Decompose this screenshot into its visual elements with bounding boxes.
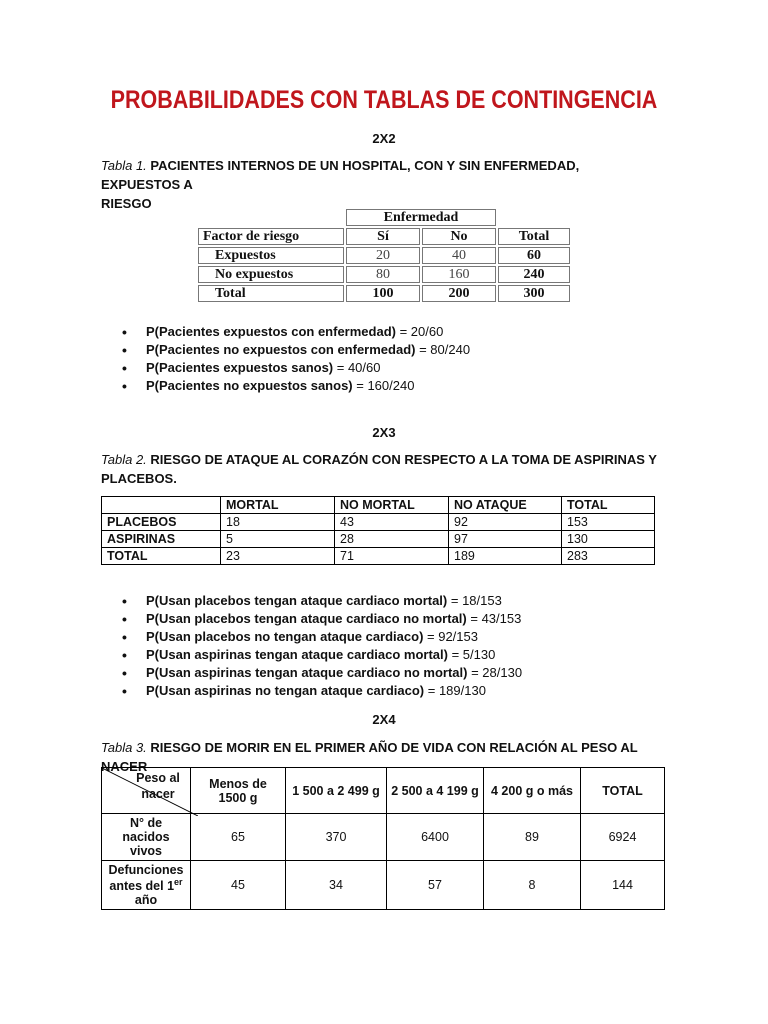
- table3-row2-label-a: Defunciones antes del 1: [108, 863, 184, 894]
- table2-caption-line2: PLACEBOS.: [101, 471, 177, 486]
- table3-cell: 370: [286, 814, 387, 861]
- bullet-text: P(Usan placebos tengan ataque cardiaco no mortal): [146, 611, 467, 626]
- section-heading-2x2: 2X2: [372, 131, 396, 146]
- table2-cell: 18: [221, 514, 335, 531]
- table3-corner-label: Peso al nacer: [136, 771, 180, 801]
- table2-caption: [101, 450, 661, 488]
- table1-caption-line1: PACIENTES INTERNOS DE UN HOSPITAL, CON Y SIN ENFERMEDAD, EXPUESTOS A: [101, 158, 580, 192]
- list-item: [122, 377, 470, 395]
- table2-cell: 283: [562, 548, 655, 565]
- bullet-text: P(Pacientes expuestos sanos): [146, 360, 334, 375]
- table1-cell: 40: [422, 247, 496, 264]
- table3-caption-text: RIESGO DE MORIR EN EL PRIMER AÑO DE VIDA CON RELACIÓN AL PESO AL NACER: [101, 740, 638, 774]
- table3-header: TOTAL: [581, 768, 665, 814]
- table2: [101, 496, 655, 565]
- table2-cell: 189: [449, 548, 562, 565]
- table2-cell: 5: [221, 531, 335, 548]
- bullet-value: = 20/60: [395, 324, 444, 339]
- table3-label: Tabla 3.: [101, 740, 147, 755]
- table3-row-label: [102, 861, 191, 910]
- list-item: [122, 323, 470, 341]
- bullet-text: P(Usan aspirinas no tengan ataque cardiaco): [146, 683, 425, 698]
- list-item: [122, 610, 522, 628]
- table3-cell: 144: [581, 861, 665, 910]
- bullets1: [122, 323, 470, 395]
- bullet-value: = 80/240: [415, 342, 471, 357]
- table1-caption-line2: RIESGO: [101, 196, 152, 211]
- bullet-text: P(Pacientes no expuestos sanos): [146, 378, 353, 393]
- table1-row-label: Total: [198, 285, 344, 302]
- table2-label: Tabla 2.: [101, 452, 147, 467]
- table1-group-header: Enfermedad: [346, 209, 496, 226]
- list-item: [122, 664, 522, 682]
- table2-cell: 71: [335, 548, 449, 565]
- table2-row-label: ASPIRINAS: [102, 531, 221, 548]
- table1-header: Factor de riesgo: [198, 228, 344, 245]
- list-item: [122, 341, 470, 359]
- table1-cell: 160: [422, 266, 496, 283]
- table1-blank: [498, 209, 570, 226]
- table3-row2-label-b: año: [134, 893, 158, 908]
- section-heading-2x4: 2X4: [372, 712, 396, 727]
- table2-cell: 130: [562, 531, 655, 548]
- bullet-value: = 189/130: [424, 683, 486, 698]
- list-item: [122, 628, 522, 646]
- table1-cell: 300: [498, 285, 570, 302]
- table1-header: No: [422, 228, 496, 245]
- table3: [101, 767, 665, 910]
- table2-cell: 97: [449, 531, 562, 548]
- table1-cell: 100: [346, 285, 420, 302]
- table1-cell: 200: [422, 285, 496, 302]
- table1-row-label: Expuestos: [198, 247, 344, 264]
- bullet-value: = 18/153: [447, 593, 502, 608]
- bullet-value: = 28/130: [467, 665, 523, 680]
- table3-cell: 65: [191, 814, 286, 861]
- table1-header: Sí: [346, 228, 420, 245]
- table1-cell: 240: [498, 266, 570, 283]
- table3-cell: 6400: [387, 814, 484, 861]
- bullet-text: P(Pacientes expuestos con enfermedad): [146, 324, 396, 339]
- bullet-value: = 40/60: [333, 360, 381, 375]
- section-heading-2x3: 2X3: [372, 425, 396, 440]
- table1-cell: 80: [346, 266, 420, 283]
- table1-caption: [101, 156, 661, 213]
- table2-header: [102, 497, 221, 514]
- table2-row-label: TOTAL: [102, 548, 221, 565]
- table2-row-label: PLACEBOS: [102, 514, 221, 531]
- table3-header: 2 500 a 4 199 g: [387, 768, 484, 814]
- table2-cell: 153: [562, 514, 655, 531]
- table1-cell: 60: [498, 247, 570, 264]
- table3-header: 4 200 g o más: [484, 768, 581, 814]
- table2-cell: 28: [335, 531, 449, 548]
- bullet-text: P(Usan aspirinas tengan ataque cardiaco no mortal): [146, 665, 468, 680]
- table1-blank: [198, 209, 344, 226]
- table3-cell: 8: [484, 861, 581, 910]
- table1-cell: 20: [346, 247, 420, 264]
- table1-label: Tabla 1.: [101, 158, 147, 173]
- list-item: [122, 682, 522, 700]
- table3-corner-cell: [102, 768, 191, 814]
- table3-cell: 57: [387, 861, 484, 910]
- table1-header: Total: [498, 228, 570, 245]
- table3-header: Menos de 1500 g: [191, 768, 286, 814]
- table3-cell: 89: [484, 814, 581, 861]
- table3-header: 1 500 a 2 499 g: [286, 768, 387, 814]
- bullet-value: = 5/130: [447, 647, 496, 662]
- bullets2: [122, 592, 522, 700]
- table3-cell: 6924: [581, 814, 665, 861]
- table3-cell: 34: [286, 861, 387, 910]
- table2-cell: 43: [335, 514, 449, 531]
- table2-header: MORTAL: [221, 497, 335, 514]
- bullet-value: = 160/240: [352, 378, 415, 393]
- bullet-text: P(Usan placebos no tengan ataque cardiaco): [146, 629, 424, 644]
- bullet-value: = 43/153: [466, 611, 522, 626]
- list-item: [122, 359, 470, 377]
- list-item: [122, 646, 522, 664]
- bullet-value: = 92/153: [423, 629, 478, 644]
- table2-header: NO ATAQUE: [449, 497, 562, 514]
- table3-row2-label-sup: er: [174, 877, 183, 887]
- bullet-text: P(Pacientes no expuestos con enfermedad): [146, 342, 416, 357]
- page-title: PROBABILIDADES CON TABLAS DE CONTINGENCIA: [110, 86, 658, 114]
- table2-header: NO MORTAL: [335, 497, 449, 514]
- bullet-text: P(Usan aspirinas tengan ataque cardiaco mortal): [146, 647, 448, 662]
- table2-cell: 92: [449, 514, 562, 531]
- table2-caption-line1: RIESGO DE ATAQUE AL CORAZÓN CON RESPECTO A LA TOMA DE ASPIRINAS Y: [150, 452, 657, 467]
- bullet-text: P(Usan placebos tengan ataque cardiaco mortal): [146, 593, 448, 608]
- list-item: [122, 592, 522, 610]
- table3-cell: 45: [191, 861, 286, 910]
- table2-cell: 23: [221, 548, 335, 565]
- table2-header: TOTAL: [562, 497, 655, 514]
- table1: [196, 207, 572, 304]
- table3-row-label: N° de nacidos vivos: [102, 814, 191, 861]
- table1-row-label: No expuestos: [198, 266, 344, 283]
